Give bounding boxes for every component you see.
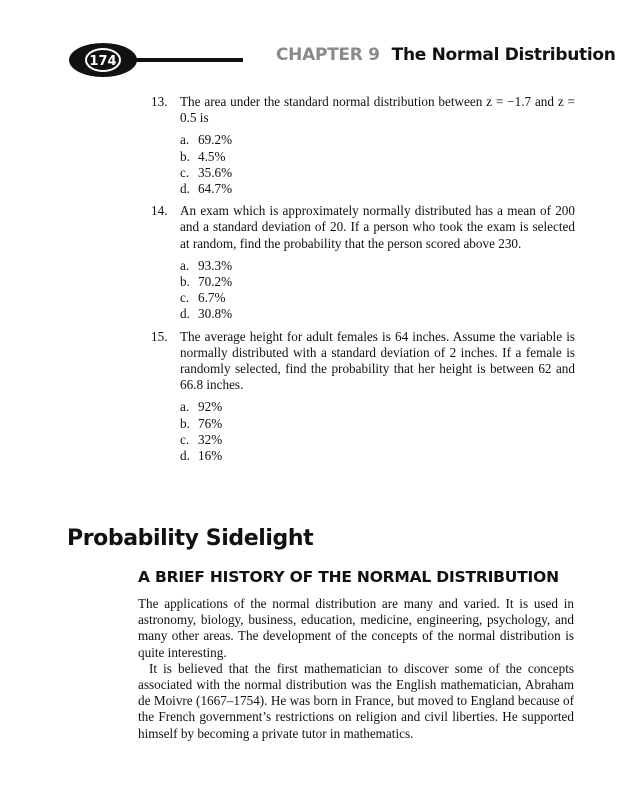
question-number: 13.: [151, 94, 168, 109]
answer-choice: [180, 274, 575, 290]
answer-choice: [180, 432, 575, 448]
choice-letter: c.: [180, 431, 190, 447]
choice-text: 92%: [198, 399, 223, 415]
choice-letter: b.: [180, 415, 190, 431]
chapter-header: [276, 45, 616, 65]
choice-letter: a.: [180, 257, 190, 273]
chapter-title: The Normal Distribution: [391, 45, 616, 65]
answer-choice: [180, 149, 575, 165]
body-paragraph: It is believed that the first mathematician to discover some of the concepts associated with the normal distribution was the English mathematician, Abraham de Moivre (1667–1754). He was born in France, but moved to England because of the French government’s restrictions on religion and civil liberties. He supported himself by becoming a private tutor in mathematics.: [138, 660, 574, 741]
choice-text: 35.6%: [198, 164, 233, 180]
answer-choice: [180, 132, 575, 148]
question-stem: The average height for adult females is 64 inches. Assume the variable is normally distributed with a standard deviation of 2 inches. If a female is randomly selected, find the probability that her height is between 62 and 66.8 inches.: [180, 328, 575, 393]
choice-text: 6.7%: [198, 290, 226, 306]
choice-text: 30.8%: [198, 306, 233, 322]
answer-choices: [180, 132, 575, 197]
answer-choice: [180, 399, 575, 415]
choice-text: 76%: [198, 415, 223, 431]
answer-choice: [180, 306, 575, 322]
sidelight-body: [138, 596, 574, 742]
choice-letter: a.: [180, 399, 190, 415]
section-title: Probability Sidelight: [67, 526, 314, 551]
answer-choice: [180, 448, 575, 464]
choice-letter: b.: [180, 148, 190, 164]
choice-letter: a.: [180, 132, 190, 148]
question-number: 14.: [151, 203, 168, 219]
choice-letter: d.: [180, 448, 190, 464]
page-number: 174: [89, 54, 117, 69]
answer-choice: [180, 181, 575, 197]
answer-choices: [180, 258, 575, 323]
chapter-label: CHAPTER 9: [276, 45, 380, 65]
answer-choice: [180, 165, 575, 181]
choice-text: 32%: [198, 431, 223, 447]
choice-letter: c.: [180, 290, 190, 306]
choice-letter: b.: [180, 274, 190, 290]
answer-choices: [180, 399, 575, 464]
choice-text: 69.2%: [198, 132, 233, 148]
choice-text: 93.3%: [198, 257, 233, 273]
body-paragraph: The applications of the normal distribution are many and varied. It is used in astronomy, biology, business, education, medicine, engineering, psychology, and many other areas. The development of the concepts of the normal distribution is quite interesting.: [138, 596, 574, 660]
answer-choice: [180, 416, 575, 432]
choice-text: 4.5%: [198, 148, 226, 164]
question-stem: The area under the standard normal distribution between z = −1.7 and z = 0.5 is: [180, 94, 575, 126]
question-number: 15.: [151, 328, 168, 344]
question-13: [151, 94, 575, 197]
choice-text: 64.7%: [198, 181, 233, 197]
answer-choice: [180, 258, 575, 274]
question-15: [151, 329, 575, 465]
page-number-badge: [68, 42, 243, 82]
section-subtitle: A BRIEF HISTORY OF THE NORMAL DISTRIBUTION: [138, 568, 559, 586]
choice-letter: d.: [180, 306, 190, 322]
answer-choice: [180, 290, 575, 306]
question-list: [151, 94, 575, 464]
page-number-badge-graphic: [68, 42, 243, 82]
choice-text: 16%: [198, 448, 223, 464]
choice-letter: c.: [180, 164, 190, 180]
choice-letter: d.: [180, 181, 190, 197]
question-stem: An exam which is approximately normally distributed has a mean of 200 and a standard deviation of 20. If a person who took the exam is selected at random, find the probability that the person scored above 230.: [180, 203, 575, 251]
question-14: [151, 203, 575, 322]
choice-text: 70.2%: [198, 274, 233, 290]
